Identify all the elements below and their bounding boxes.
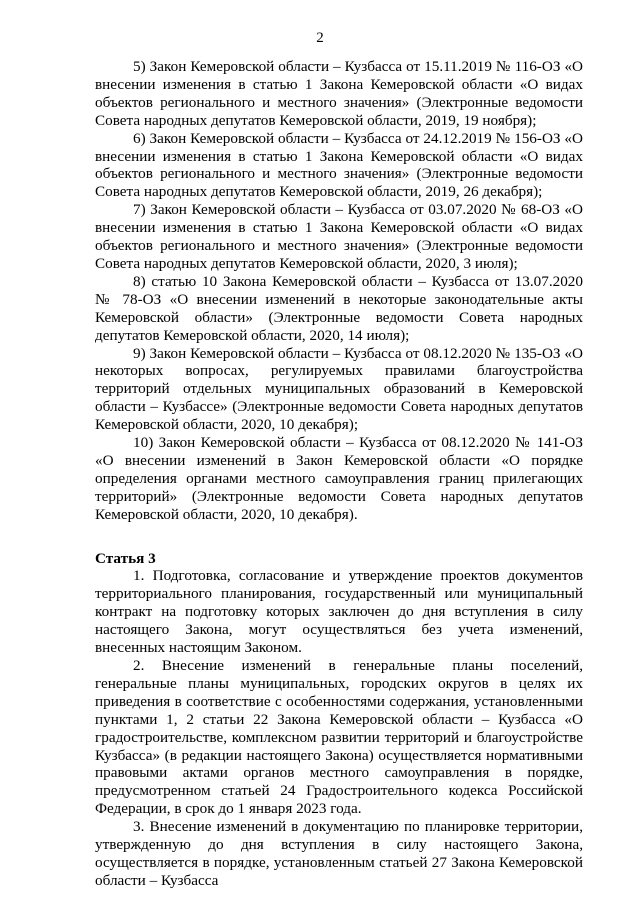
document-body (95, 58, 583, 890)
article-paragraph-2: 2. Внесение изменений в генеральные планы поселений, генеральные планы муниципальных, городских округов в целях их приведения в соответствие с особенностями содержания, установленными пунктами 1, 2 статьи 22 Закона Кемеровской области – Кузбасса «О градостроительстве, комплексном развитии территорий и благоустройстве Кузбасса» (в редакции настоящего Закона) осуществляется нормативными правовыми актами органов местного самоуправления в порядке, предусмотренном статьей 24 Градостроительного кодекса Российской Федерации, в срок до 1 января 2023 года. (95, 657, 583, 818)
page-number: 2 (316, 30, 324, 46)
article-title: Статья 3 (95, 549, 156, 567)
list-item-8: 8) статью 10 Закона Кемеровской области – Кузбасса от 13.07.2020 № 78-ОЗ «О внесении изменений в некоторые законодательные акты Кемеровской области» (Электронные ведомости Совета народных депутатов Кемеровской области, 2020, 14 июля); (95, 272, 583, 344)
list-item-6: 6) Закон Кемеровской области – Кузбасса от 24.12.2019 № 156-ОЗ «О внесении изменения в статью 1 Закона Кемеровской области «О видах объектов регионального и местного значения» (Электронные ведомости Совета народных депутатов Кемеровской области, 2019, 26 декабря); (95, 129, 583, 201)
list-item-9: 9) Закон Кемеровской области – Кузбасса от 08.12.2020 № 135-ОЗ «О некоторых вопросах, регулируемых правилами благоустройства территорий отдельных муниципальных образований в Кемеровской области – Кузбассе» (Электронные ведомости Совета народных депутатов Кемеровской области, 2020, 10 декабря); (95, 344, 583, 434)
list-item-10: 10) Закон Кемеровской области – Кузбасса от 08.12.2020 № 141-ОЗ «О внесении изменений в Закон Кемеровской области «О порядке определения органами местного самоуправления границ прилегающих территорий» (Электронные ведомости Совета народных депутатов Кемеровской области, 2020, 10 декабря). (95, 434, 583, 523)
article-paragraph-1: 1. Подготовка, согласование и утверждение проектов документов территориального планирования, государственный или муниципальный контракт на подготовку которых заключен до дня вступления в силу настоящего Закона, могут осуществляться без учета изменений, внесенных настоящим Законом. (95, 567, 583, 657)
article-paragraph-3: 3. Внесение изменений в документацию по планировке территории, утвержденную до дня вступления в силу настоящего Закона, осуществляется в порядке, установленным статьей 27 Закона Кемеровской области – Кузбасса (95, 818, 583, 889)
list-item-5: 5) Закон Кемеровской области – Кузбасса от 15.11.2019 № 116-ОЗ «О внесении изменения в статью 1 Закона Кемеровской области «О видах объектов регионального и местного значения» (Электронные ведомости Совета народных депутатов Кемеровской области, 2019, 19 ноября); (95, 58, 583, 129)
list-item-7: 7) Закон Кемеровской области – Кузбасса от 03.07.2020 № 68-ОЗ «О внесении изменения в статью 1 Закона Кемеровской области «О видах объектов регионального и местного значения» (Электронные ведомости Совета народных депутатов Кемеровской области, 2020, 3 июля); (95, 201, 583, 272)
